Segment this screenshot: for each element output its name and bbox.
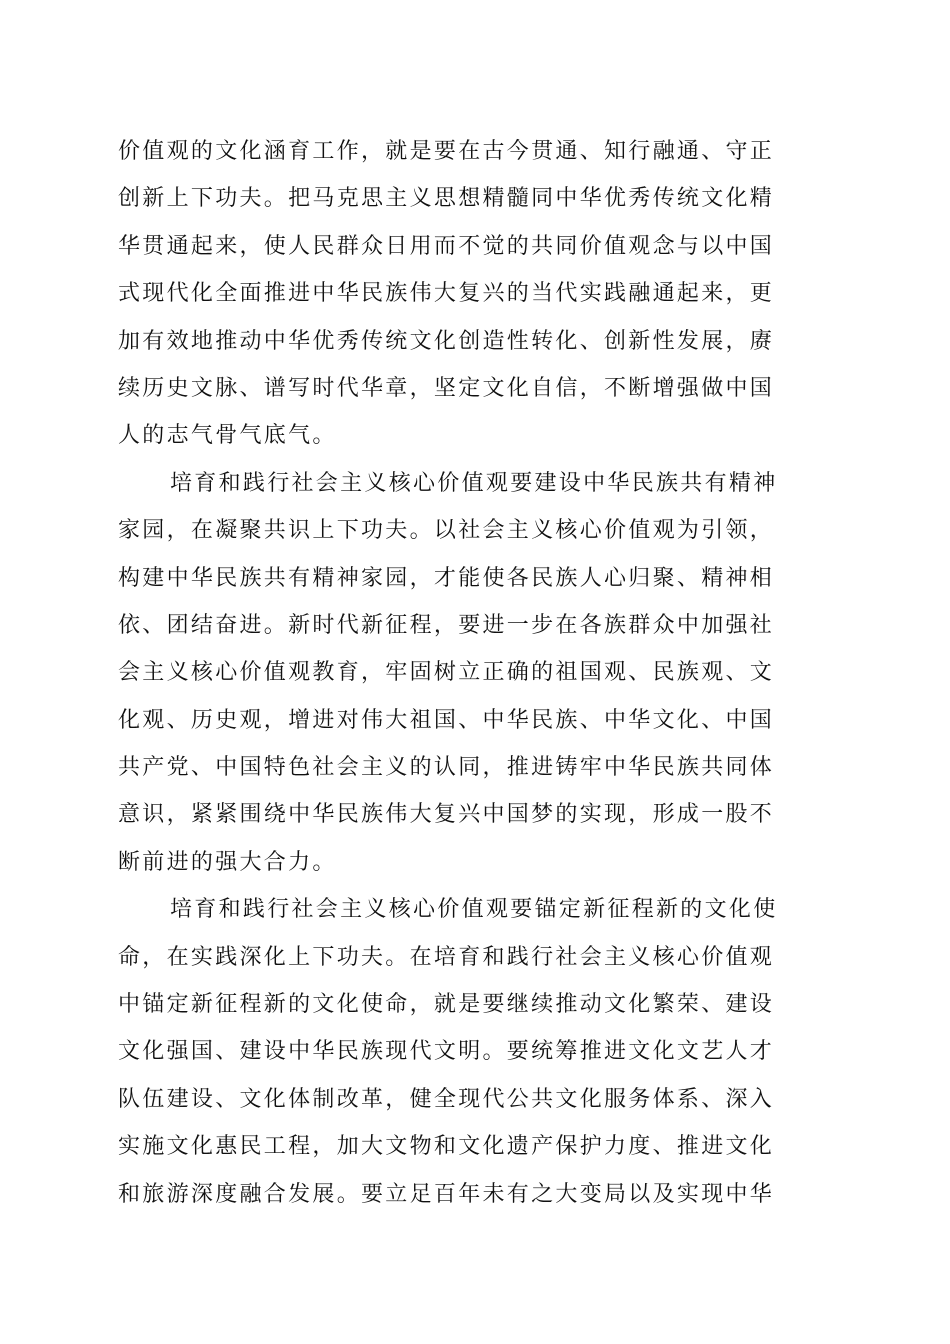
text-line: 队伍建设、文化体制改革，健全现代公共文化服务体系、深入 [118,1086,775,1112]
text-line: 人的志气骨气底气。 [118,423,337,449]
text-line: 式现代化全面推进中华民族伟大复兴的当代实践融通起来，更 [118,281,775,307]
text-line: 价值观的文化涵育工作，就是要在古今贯通、知行融通、守正 [118,139,775,164]
text-line: 命，在实践深化上下功夫。在培育和践行社会主义核心价值观 [118,944,775,970]
body-text [118,128,822,1218]
text-line: 中锚定新征程新的文化使命，就是要继续推动文化繁荣、建设 [118,992,775,1018]
paragraph-first-line: 培育和践行社会主义核心价值观要建设中华民族共有精神 [170,470,778,496]
text-line: 依、团结奋进。新时代新征程，要进一步在各族群众中加强社 [118,612,775,638]
text-line: 意识，紧紧围绕中华民族伟大复兴中国梦的实现，形成一股不 [118,802,775,828]
text-line: 共产党、中国特色社会主义的认同，推进铸牢中华民族共同体 [118,755,775,781]
text-line: 加有效地推动中华优秀传统文化创造性转化、创新性发展，赓 [118,328,775,354]
text-line: 家园，在凝聚共识上下功夫。以社会主义核心价值观为引领， [118,518,775,544]
text-line: 华贯通起来，使人民群众日用而不觉的共同价值观念与以中国 [118,233,775,259]
text-line: 文化强国、建设中华民族现代文明。要统筹推进文化文艺人才 [118,1039,775,1065]
paragraph-first-line: 培育和践行社会主义核心价值观要锚定新征程新的文化使 [170,897,778,923]
text-line: 会主义核心价值观教育，牢固树立正确的祖国观、民族观、文 [118,660,775,686]
text-line: 构建中华民族共有精神家园，才能使各民族人心归聚、精神相 [118,565,775,591]
text-line: 创新上下功夫。把马克思主义思想精髓同中华优秀传统文化精 [118,186,775,212]
text-line: 实施文化惠民工程，加大文物和文化遗产保护力度、推进文化 [118,1134,775,1160]
text-line: 化观、历史观，增进对伟大祖国、中华民族、中华文化、中国 [118,707,775,733]
text-line: 和旅游深度融合发展。要立足百年未有之大变局以及实现中华 [118,1181,775,1207]
text-line: 续历史文脉、谱写时代华章，坚定文化自信，不断增强做中国 [118,375,775,401]
text-line: 断前进的强大合力。 [118,849,337,875]
